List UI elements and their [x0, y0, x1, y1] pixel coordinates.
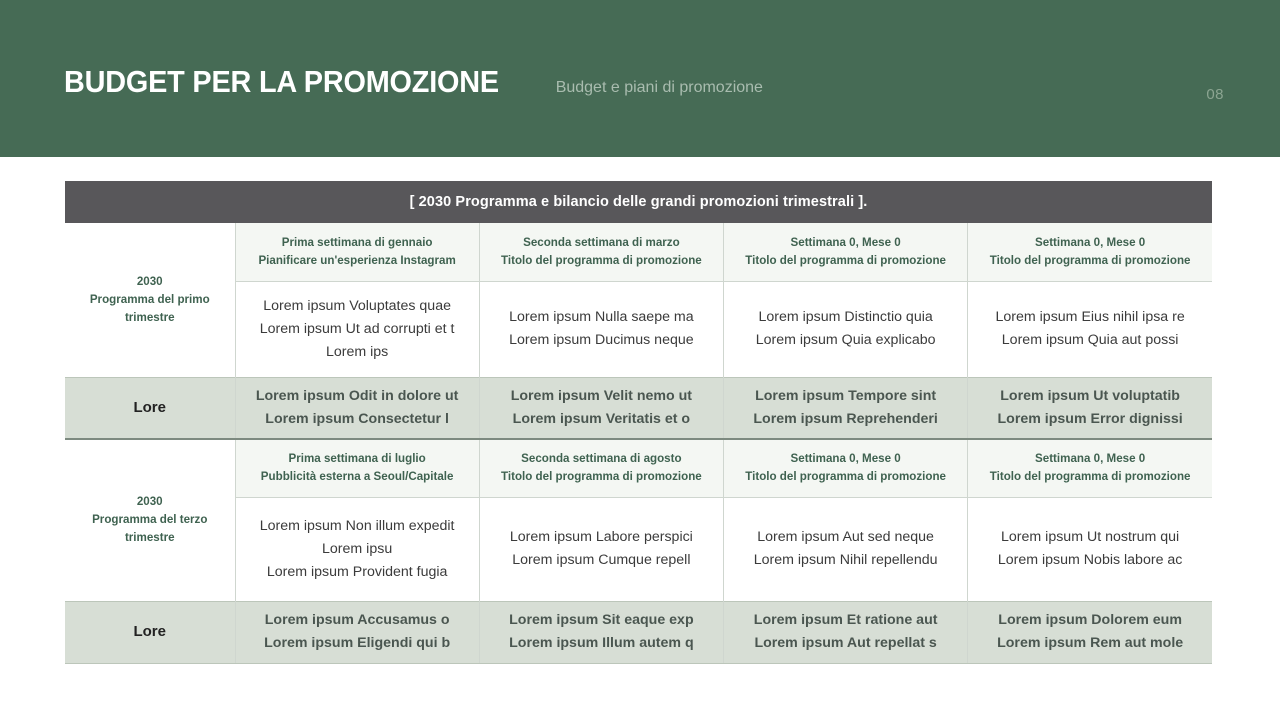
cell-line: Lorem ipsum Quia explicabo	[755, 332, 936, 348]
summary-cell-q3-2	[479, 601, 723, 663]
cell-q1-4	[968, 281, 1212, 377]
cell-line: Lorem ipsum Velit nemo ut	[510, 388, 693, 405]
cell-line: Lorem ipsum Quia aut possi	[1001, 332, 1179, 348]
cell-line: Lorem ipsum Eligendi qui b	[264, 635, 451, 651]
row-label-year: 2030	[136, 274, 163, 288]
cell-line: Lorem ipsum Illum autem q	[509, 635, 694, 651]
table-row	[65, 497, 1212, 601]
cell-line: Lorem ipsum Non illum expedit	[259, 517, 455, 534]
row-label-text: Programma del primo trimestre	[89, 292, 210, 324]
row-label-q3	[65, 439, 235, 601]
column-header-q1-3	[724, 223, 968, 281]
column-title: Pubblicità esterna a Seoul/Capitale	[260, 470, 454, 484]
column-week: Prima settimana di luglio	[288, 452, 426, 466]
cell-line: Lorem ipsum Ut ad corrupti et t	[259, 320, 455, 337]
schedule-table-container	[65, 181, 1212, 664]
column-title: Titolo del programma di promozione	[989, 470, 1191, 484]
cell-line: Lorem ipsum Distinctio quia	[758, 309, 933, 325]
cell-line: Lorem ipsum Ducimus neque	[509, 332, 694, 348]
summary-cell-q3-3	[724, 601, 968, 663]
cell-line: Lorem ipsum Eius nihil ipsa re	[995, 309, 1185, 325]
page-subtitle: Budget e piani di promozione	[555, 79, 763, 96]
cell-line: Lorem ipsum Voluptates quae	[263, 297, 451, 314]
cell-q1-1	[235, 281, 479, 377]
summary-cell-q3-4	[968, 601, 1212, 663]
column-header-q3-4	[968, 439, 1212, 497]
banner-title-group	[64, 66, 1224, 114]
row-label-text: Programma del terzo trimestre	[92, 513, 208, 545]
cell-q3-2	[479, 497, 723, 601]
cell-line: Lorem ipsum Tempore sint	[755, 388, 937, 405]
page-number: 08	[1206, 86, 1224, 103]
cell-line: Lorem ipsum Dolorem eum	[998, 612, 1182, 629]
summary-cell-q3-1	[235, 601, 479, 663]
cell-line: Lorem ipsu	[322, 540, 393, 557]
page-title: BUDGET PER LA PROMOZIONE	[64, 64, 499, 99]
column-header-q3-3	[724, 439, 968, 497]
row-label-q1	[65, 223, 235, 377]
cell-line: Lorem ips	[325, 343, 389, 360]
summary-label-q1: Lore	[65, 377, 235, 439]
cell-q3-4	[968, 497, 1212, 601]
table-row	[65, 601, 1212, 663]
column-week: Settimana 0, Mese 0	[790, 452, 901, 466]
schedule-table	[65, 223, 1212, 664]
cell-line: Lorem ipsum Nihil repellendu	[753, 552, 938, 568]
column-week: Seconda settimana di marzo	[523, 235, 680, 249]
table-row	[65, 377, 1212, 439]
cell-line: Lorem ipsum Et ratione aut	[753, 612, 938, 629]
column-week: Settimana 0, Mese 0	[1035, 235, 1146, 249]
cell-line: Lorem ipsum Provident fugia	[266, 563, 448, 580]
cell-line: Lorem ipsum Error dignissi	[997, 410, 1183, 427]
cell-line: Lorem ipsum Nulla saepe ma	[509, 309, 694, 325]
table-row	[65, 223, 1212, 281]
table-row	[65, 439, 1212, 497]
cell-line: Lorem ipsum Labore perspici	[509, 529, 693, 545]
cell-line: Lorem ipsum Odit in dolore ut	[255, 388, 459, 405]
cell-q1-2	[479, 281, 723, 377]
cell-q3-1	[235, 497, 479, 601]
column-title: Pianificare un'esperienza Instagram	[258, 253, 456, 267]
column-week: Settimana 0, Mese 0	[1035, 452, 1146, 466]
summary-label-q3: Lore	[65, 601, 235, 663]
row-label-year: 2030	[136, 495, 163, 509]
cell-line: Lorem ipsum Consectetur l	[265, 410, 449, 427]
cell-line: Lorem ipsum Reprehenderi	[753, 410, 938, 427]
cell-q3-3	[724, 497, 968, 601]
cell-line: Lorem ipsum Aut sed neque	[757, 529, 934, 545]
cell-line: Lorem ipsum Ut voluptatib	[1000, 388, 1180, 405]
cell-line: Lorem ipsum Accusamus o	[264, 612, 450, 629]
column-title: Titolo del programma di promozione	[745, 470, 946, 484]
summary-cell-q1-2	[479, 377, 723, 439]
cell-line: Lorem ipsum Cumque repell	[512, 552, 691, 568]
cell-line: Lorem ipsum Rem aut mole	[997, 635, 1184, 651]
cell-line: Lorem ipsum Aut repellat s	[754, 635, 937, 651]
column-title: Titolo del programma di promozione	[500, 253, 702, 267]
column-title: Titolo del programma di promozione	[989, 253, 1191, 267]
table-title-bar: [ 2030 Programma e bilancio delle grandi promozioni trimestrali ].	[65, 181, 1212, 223]
column-header-q1-4	[968, 223, 1212, 281]
cell-line: Lorem ipsum Veritatis et o	[512, 410, 691, 427]
column-week: Settimana 0, Mese 0	[790, 235, 901, 249]
summary-cell-q1-1	[235, 377, 479, 439]
summary-cell-q1-3	[724, 377, 968, 439]
cell-line: Lorem ipsum Nobis labore ac	[997, 552, 1183, 568]
cell-line: Lorem ipsum Ut nostrum qui	[1001, 529, 1180, 545]
cell-line: Lorem ipsum Sit eaque exp	[509, 612, 694, 629]
slide-header-banner	[0, 0, 1280, 157]
table-row	[65, 281, 1212, 377]
column-header-q1-1	[235, 223, 479, 281]
summary-cell-q1-4	[968, 377, 1212, 439]
column-header-q1-2	[479, 223, 723, 281]
column-title: Titolo del programma di promozione	[500, 470, 702, 484]
cell-q1-3	[724, 281, 968, 377]
column-week: Prima settimana di gennaio	[281, 235, 433, 249]
column-header-q3-2	[479, 439, 723, 497]
column-week: Seconda settimana di agosto	[521, 452, 682, 466]
column-header-q3-1	[235, 439, 479, 497]
column-title: Titolo del programma di promozione	[745, 253, 946, 267]
